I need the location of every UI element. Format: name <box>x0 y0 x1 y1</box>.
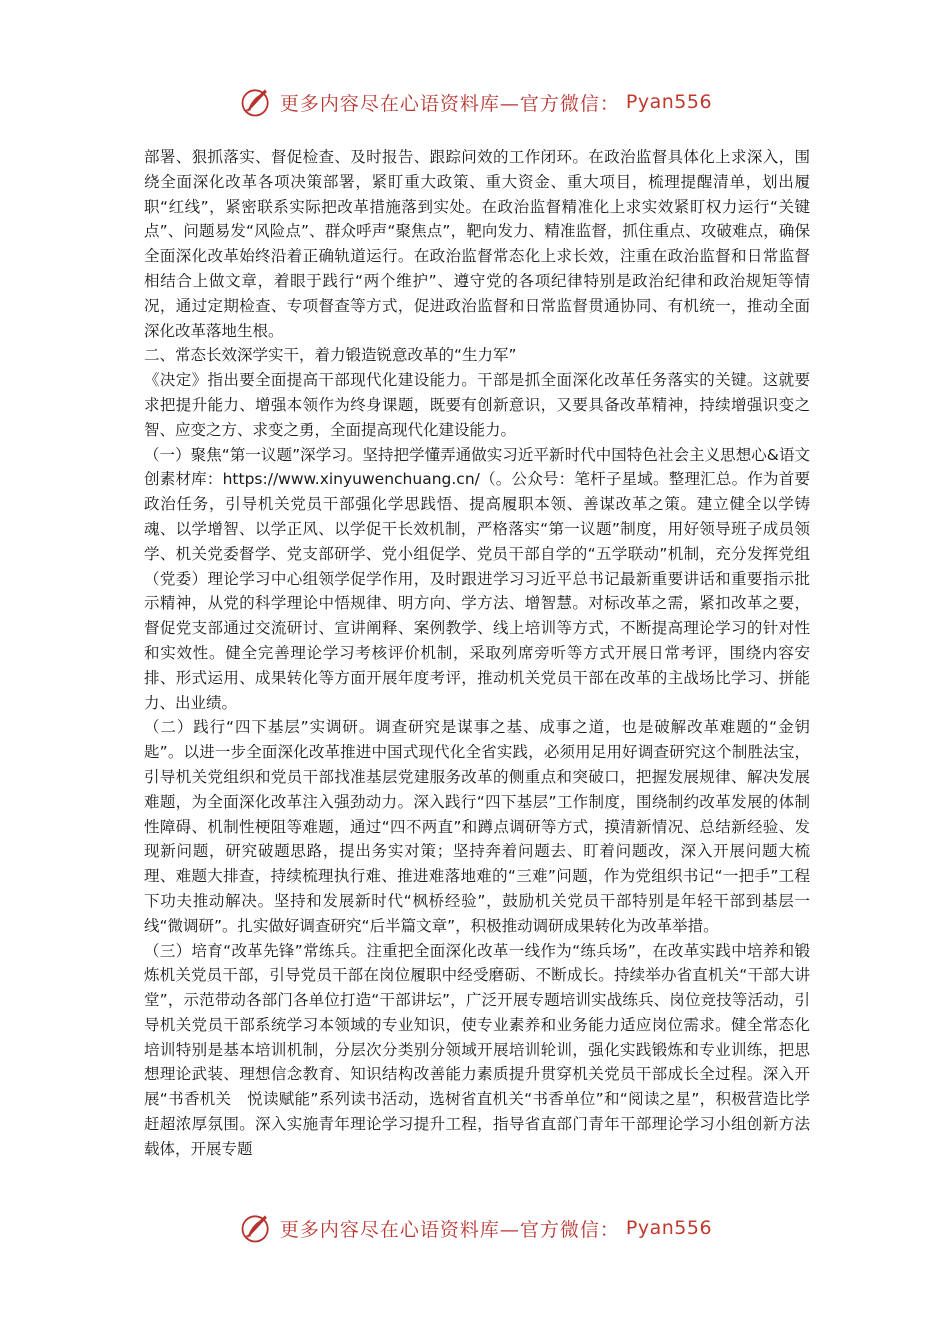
header-wechat-id: Pyan556 <box>625 91 713 113</box>
paragraph-subsection-2: （二）践行“四下基层”实调研。调查研究是谋事之基、成事之道，也是破解改革难题的“金钥匙”。以进一步全面深化改革推进中国式现代化全省实践，必须用足用好调查研究这个制胜法宝，引导机关党组织和党员干部找准基层党建服务改革的侧重点和突破口，把握发展规律、解决发展难题，为全面深化改革注入强劲动力。深入践行“四下基层”工作制度，围绕制约改革发展的体制性障碍、机制性梗阻等难题，通过“四不两直”和蹲点调研等方式，摸清新情况、总结新经验、发现新问题，研究破题思路，提出务实对策；坚持奔着问题去、盯着问题改，深入开展问题大梳理、难题大排查，持续梳理执行难、推进难落地难的“三难”问题，作为党组织书记“一把手”工程下功夫推动解决。坚持和发展新时代“枫桥经验”，鼓励机关党员干部特别是年轻干部到基层一线“微调研”。扎实做好调查研究“后半篇文章”，积极推动调研成果转化为改革举措。 <box>144 718 810 935</box>
footer-banner-text: 更多内容尽在心语资料库—官方微信： <box>279 1218 620 1241</box>
document-body <box>144 145 810 1195</box>
paragraph-continued: 部署、狠抓落实、督促检查、及时报告、跟踪问效的工作闭环。在政治监督具体化上求深入，围绕全面深化改革各项决策部署，紧盯重大政策、重大资金、重大项目，梳理提醒清单，划出履职“红线”，紧密联系实际把改革措施落到实处。在政治监督精准化上求实效紧盯权力运行“关键点”、问题易发“风险点”、群众呼声“聚焦点”，靶向发力、精准监督，抓住重点、攻破难点，确保全面深化改革始终沿着正确轨道运行。在政治监督常态化上求长效，注重在政治监督和日常监督相结合上做文章，着眼于践行“两个维护”、遵守党的各项纪律特别是政治纪律和政治规矩等情况，通过定期检查、专项督查等方式，促进政治监督和日常监督贯通协同、有机统一，推动全面深化改革落地生根。 <box>144 148 810 340</box>
pen-logo-icon <box>238 84 274 120</box>
paragraph-subsection-1: （一）聚焦“第一议题”深学习。坚持把学懂弄通做实习近平新时代中国特色社会主义思想心&语文创素材库：https://www.xinyuwenchuang.cn/（。公众号：笔杆子星域。整理汇总。作为首要政治任务，引导机关党员干部强化学思践悟、提高履职本领、善谋改革之策。建立健全以学铸魂、以学增智、以学正风、以学促干长效机制，严格落实“第一议题”制度，用好领导班子成员领学、机关党委督学、党支部研学、党小组促学、党员干部自学的“五学联动”机制，充分发挥党组（党委）理论学习中心组领学促学作用，及时跟进学习习近平总书记最新重要讲话和重要指示批示精神，从党的科学理论中悟规律、明方向、学方法、增智慧。对标改革之需，紧扣改革之要，督促党支部通过交流研讨、宣讲阐释、案例教学、线上培训等方式，不断提高理论学习的针对性和实效性。健全完善理论学习考核评价机制，采取列席旁听等方式开展日常考评，围绕内容安排、形式运用、成果转化等方面开展年度考评，推动机关党员干部在改革的主战场比学习、拼能力、出业绩。 <box>144 445 810 712</box>
footer-wechat-id: Pyan556 <box>625 1217 713 1239</box>
paragraph-decision: 《决定》指出要全面提高干部现代化建设能力。干部是抓全面深化改革任务落实的关键。这就要求把提升能力、增强本领作为终身课题，既要有创新意识，又要具备改革精神，持续增强识变之智、应变之方、求变之勇，全面提高现代化建设能力。 <box>144 371 810 439</box>
footer-banner <box>0 1208 950 1248</box>
header-banner <box>0 82 950 122</box>
section-heading-2: 二、常态长效深学实干，着力锻造锐意改革的“生力军” <box>144 346 517 365</box>
pen-logo-icon <box>238 1210 274 1246</box>
paragraph-subsection-3: （三）培育“改革先锋”常练兵。注重把全面深化改革一线作为“练兵场”，在改革实践中培养和锻炼机关党员干部，引导党员干部在岗位履职中经受磨砺、不断成长。持续举办省直机关“干部大讲堂”，示范带动各部门各单位打造“干部讲坛”，广泛开展专题培训实战练兵、岗位竞技等活动，引导机关党员干部系统学习本领域的专业知识，使专业素养和业务能力适应岗位需求。健全常态化培训特别是基本培训机制，分层次分类别分领域开展培训轮训，强化实践锻炼和专业训练，把思想理论武装、理想信念教育、知识结构改善能力素质提升贯穿机关党员干部成长全过程。深入开展“书香机关 悦读赋能”系列读书活动，选树省直机关“书香单位”和“阅读之星”，积极营造比学赶超浓厚氛围。深入实施青年理论学习提升工程，指导省直部门青年干部理论学习小组创新方法载体，开展专题 <box>144 941 810 1158</box>
header-banner-text: 更多内容尽在心语资料库—官方微信： <box>279 92 620 115</box>
